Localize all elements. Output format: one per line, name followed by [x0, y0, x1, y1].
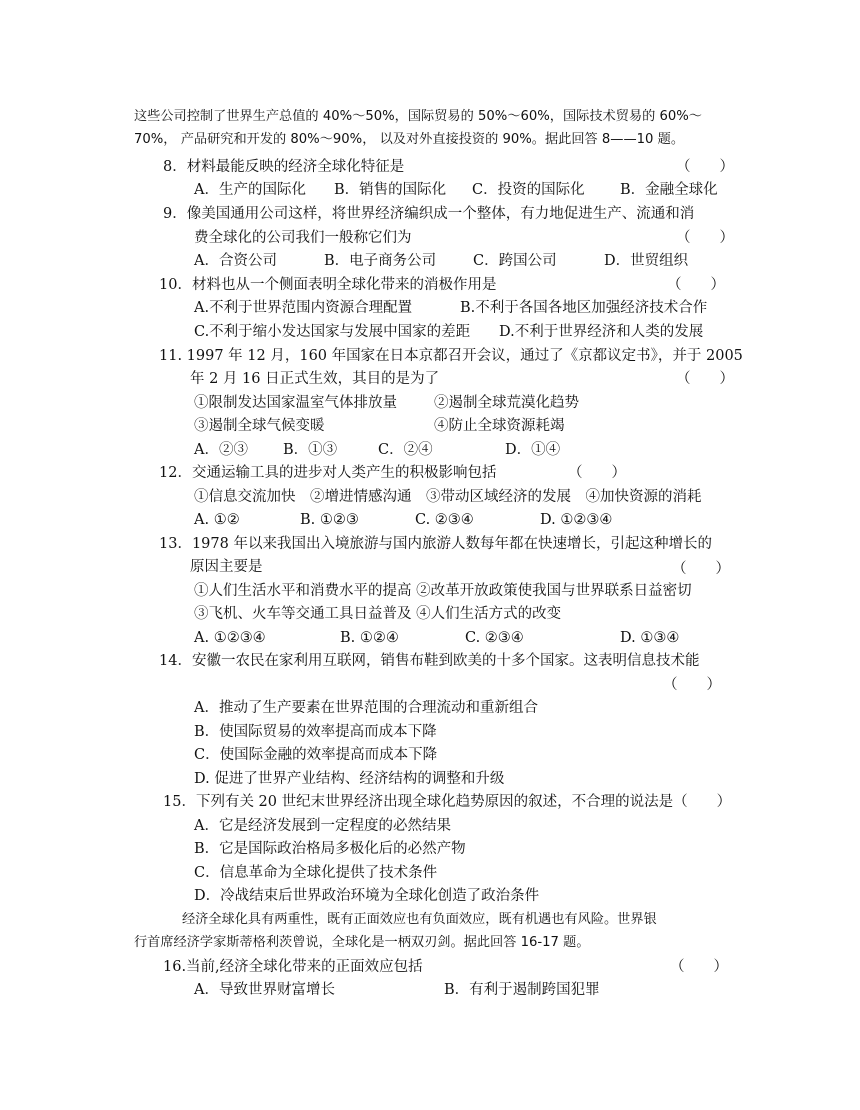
question-15-option-c: C．信息革命为全球化提供了技术条件	[194, 865, 438, 881]
question-13-answer-box[interactable]: （ ）	[672, 561, 730, 577]
question-8-option-a: A．生产的国际化	[194, 182, 306, 198]
question-13-option-b: B. ①②④	[340, 630, 399, 646]
question-9-option-d: D．世贸组织	[604, 253, 689, 269]
passage-line-2: 行首席经济学家斯蒂格利茨曾说，全球化是一柄双刃剑。据此回答 16-17 题。	[134, 935, 590, 950]
question-13-items-1-2: ①人们生活水平和消费水平的提高 ②改革开放政策使我国与世界联系日益密切	[194, 583, 692, 599]
question-12-option-b: B. ①②③	[300, 512, 359, 528]
question-11-option-b: B．①③	[283, 442, 338, 458]
question-10-stem: 10．材料也从一个侧面表明全球化带来的消极作用是	[159, 277, 497, 293]
question-12-option-a: A. ①②	[194, 512, 240, 528]
question-9-option-a: A．合资公司	[194, 253, 277, 269]
question-11-stem-line-1: 11. 1997 年 12 月，160 年国家在日本京都召开会议，通过了《京都议定书》，并于 2005	[159, 348, 743, 364]
question-10-option-a: A.不利于世界范围内资源合理配置	[194, 300, 413, 316]
question-9-answer-box[interactable]: （ ）	[676, 230, 734, 246]
question-10-option-d: D.不利于世界经济和人类的发展	[499, 324, 704, 340]
question-13-stem-line-2: 原因主要是	[190, 559, 263, 575]
question-10-option-c: C.不利于缩小发达国家与发展中国家的差距	[194, 324, 471, 340]
question-11-option-c: C．②④	[378, 442, 433, 458]
question-9-stem-line-1: 9．像美国通用公司这样，将世界经济编织成一个整体，有力地促进生产、流通和消	[163, 206, 695, 222]
question-15-option-a: A．它是经济发展到一定程度的必然结果	[194, 818, 451, 834]
question-13-option-c: C. ②③④	[465, 630, 524, 646]
question-12-answer-box[interactable]: （ ）	[568, 465, 626, 481]
question-8-option-b: B．销售的国际化	[334, 182, 447, 198]
question-9-stem-line-2: 费全球化的公司我们一般称它们为	[194, 230, 412, 246]
question-13-stem-line-1: 13．1978 年以来我国出入境旅游与国内旅游人数每年都在快速增长，引起这种增长的	[159, 536, 712, 552]
question-14-answer-box[interactable]: （ ）	[663, 677, 721, 693]
question-11-item-4: ④防止全球资源耗竭	[434, 418, 565, 434]
question-8-option-d: B．金融全球化	[620, 182, 718, 198]
question-12-items: ①信息交流加快 ②增进情感沟通 ③带动区域经济的发展 ④加快资源的消耗	[194, 489, 702, 505]
question-14-option-a: A．推动了生产要素在世界范围的合理流动和重新组合	[194, 700, 538, 716]
question-15-option-d: D．冷战结束后世界政治环境为全球化创造了政治条件	[194, 888, 540, 904]
question-16-stem: 16.当前,经济全球化带来的正面效应包括	[163, 959, 423, 975]
question-14-stem: 14．安徽一农民在家利用互联网，销售布鞋到欧美的十多个国家。这表明信息技术能	[159, 653, 700, 669]
question-11-item-2: ②遏制全球荒漠化趋势	[434, 395, 579, 411]
question-12-option-c: C. ②③④	[415, 512, 474, 528]
passage-line-1: 经济全球化具有两重性，既有正面效应也有负面效应，既有机遇也有风险。世界银	[182, 912, 657, 927]
question-12-option-d: D. ①②③④	[540, 512, 613, 528]
question-15-stem: 15．下列有关 20 世纪末世界经济出现全球化趋势原因的叙述，不合理的说法是（ ）	[163, 794, 732, 810]
question-12-stem: 12．交通运输工具的进步对人类产生的积极影响包括	[159, 465, 497, 481]
question-16-option-a: A．导致世界财富增长	[194, 982, 335, 998]
question-11-answer-box[interactable]: （ ）	[676, 371, 734, 387]
question-13-items-3-4: ③飞机、火车等交通工具日益普及 ④人们生活方式的改变	[194, 606, 562, 622]
question-9-option-b: B．电子商务公司	[324, 253, 437, 269]
question-11-stem-line-2: 年 2 月 16 日正式生效，其目的是为了	[190, 371, 440, 387]
question-14-option-d: D. 促进了世界产业结构、经济结构的调整和升级	[194, 771, 505, 787]
question-8-option-c: C．投资的国际化	[472, 182, 585, 198]
question-11-option-a: A．②③	[194, 442, 248, 458]
question-8-answer-box[interactable]: （ ）	[676, 159, 734, 175]
question-10-answer-box[interactable]: （ ）	[667, 277, 725, 293]
question-16-answer-box[interactable]: （ ）	[670, 959, 728, 975]
question-11-option-d: D．①④	[505, 442, 561, 458]
question-10-option-b: B.不利于各国各地区加强经济技术合作	[460, 300, 708, 316]
intro-line-1: 这些公司控制了世界生产总值的 40%～50%，国际贸易的 50%～60%，国际技术贸易的 60%～	[134, 109, 702, 124]
question-11-item-3: ③遏制全球气候变暖	[194, 418, 325, 434]
question-16-option-b: B．有利于遏制跨国犯罪	[444, 982, 600, 998]
question-11-item-1: ①限制发达国家温室气体排放量	[194, 395, 397, 411]
intro-line-2: 70%， 产品研究和开发的 80%～90%， 以及对外直接投资的 90%。据此回答 8——10 题。	[134, 132, 685, 147]
question-15-option-b: B．它是国际政治格局多极化后的必然产物	[194, 841, 466, 857]
question-13-option-a: A. ①②③④	[194, 630, 266, 646]
question-9-option-c: C．跨国公司	[473, 253, 557, 269]
question-14-option-c: C．使国际金融的效率提高而成本下降	[194, 747, 438, 763]
question-13-option-d: D. ①③④	[620, 630, 680, 646]
question-14-option-b: B．使国际贸易的效率提高而成本下降	[194, 724, 437, 740]
question-8-stem: 8．材料最能反映的经济全球化特征是	[163, 159, 405, 175]
